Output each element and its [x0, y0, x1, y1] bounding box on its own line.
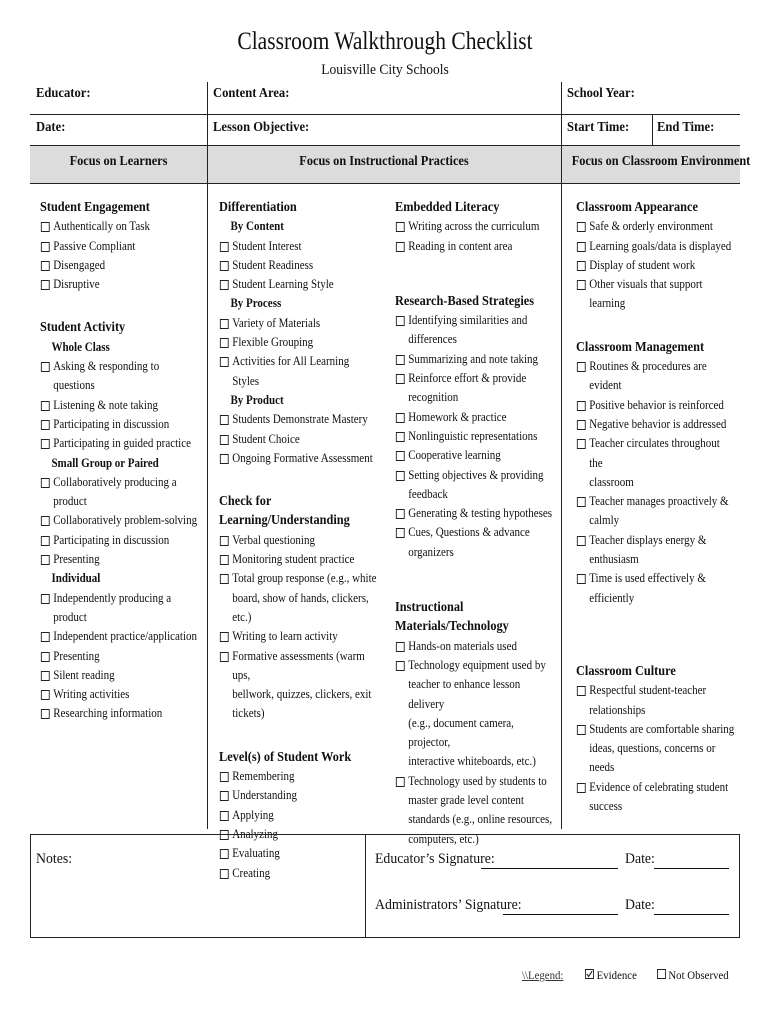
checkbox-item[interactable]: Writing activities	[40, 685, 198, 704]
item-continuation: recognition	[408, 390, 459, 405]
item-continuation: board, show of hands, clickers, etc.)	[232, 590, 369, 624]
checkbox-item[interactable]: Display of student work	[576, 256, 734, 275]
section-title: Classroom Culture	[576, 663, 676, 679]
checkbox-item[interactable]: Teacher circulates throughout the	[576, 434, 734, 473]
focus-environment-header: Focus on Classroom Environment	[571, 154, 751, 169]
item-continuation: calmly	[589, 513, 620, 528]
item-continuation: relationships	[589, 702, 646, 717]
checkbox-item[interactable]: Applying	[219, 806, 377, 825]
checkbox-item[interactable]: Student Interest	[219, 237, 377, 256]
divider	[365, 834, 366, 938]
checkbox-item[interactable]: Setting objectives & providing	[395, 466, 553, 485]
item-continuation: ideas, questions, concerns or needs	[589, 741, 716, 775]
checkbox-item[interactable]: Independent practice/application	[40, 627, 198, 646]
checkbox-item[interactable]: Monitoring student practice	[219, 550, 377, 569]
checkbox-item[interactable]: Listening & note taking	[40, 396, 198, 415]
item-continuation: tickets)	[232, 706, 265, 721]
item-continuation: feedback	[408, 486, 448, 501]
item-continuation: interactive whiteboards, etc.)	[408, 754, 536, 769]
checkbox-item[interactable]: Time is used effectively &	[576, 569, 734, 588]
checkbox-item[interactable]: Safe & orderly environment	[576, 217, 734, 236]
checkbox-item[interactable]: Cooperative learning	[395, 446, 553, 465]
item-continuation: success	[589, 799, 623, 814]
section-title: Level(s) of Student Work	[219, 749, 352, 765]
item-continuation: enthusiasm	[589, 552, 639, 567]
checkbox-item[interactable]: Participating in discussion	[40, 531, 198, 550]
environment-column	[576, 198, 756, 816]
section-title: Classroom Management	[576, 339, 705, 355]
checkbox-item[interactable]: Teacher manages proactively &	[576, 492, 734, 511]
checkbox-item[interactable]: Technology equipment used by	[395, 656, 553, 675]
checkbox-item[interactable]: Positive behavior is reinforced	[576, 396, 734, 415]
checkbox-item[interactable]: Ongoing Formative Assessment	[219, 449, 377, 468]
section-title: Materials/Technology	[395, 619, 509, 635]
checkbox-item[interactable]: Other visuals that support learning	[576, 275, 734, 314]
checkbox-item[interactable]: Presenting	[40, 550, 198, 569]
subsection-title: Individual	[51, 571, 101, 586]
content-area-field[interactable]: Content Area:	[213, 86, 290, 101]
section-title: Research-Based Strategies	[395, 293, 535, 309]
checkbox-item[interactable]: Disengaged	[40, 256, 198, 275]
checkbox-item[interactable]: Generating & testing hypotheses	[395, 504, 553, 523]
section-title: Instructional	[395, 600, 464, 616]
checkbox-item[interactable]: Analyzing	[219, 825, 377, 844]
checkbox-item[interactable]: Negative behavior is addressed	[576, 415, 734, 434]
page-title: Classroom Walkthrough Checklist	[237, 28, 533, 55]
divider	[652, 115, 653, 145]
section-title: Student Activity	[40, 320, 126, 336]
checkbox-item[interactable]: Disruptive	[40, 275, 198, 294]
learners-column	[40, 198, 220, 724]
subsection-title: By Content	[230, 219, 284, 234]
school-year-field[interactable]: School Year:	[567, 86, 635, 101]
item-continuation: master grade level content	[408, 793, 524, 808]
checkbox-item[interactable]: Collaboratively problem-solving	[40, 511, 198, 530]
item-continuation: standards (e.g., online resources,	[408, 812, 553, 827]
checkbox-item[interactable]: Learning goals/data is displayed	[576, 237, 734, 256]
date-field[interactable]: Date:	[36, 120, 66, 135]
checkbox-item[interactable]: Writing to learn activity	[219, 627, 377, 646]
legend	[522, 968, 729, 983]
admin-date-label: Date:	[625, 897, 655, 913]
section-title: Differentiation	[219, 200, 297, 215]
admin-signature-label: Administrators’ Signature:	[375, 897, 522, 913]
checkbox-item[interactable]: Participating in guided practice	[40, 434, 198, 453]
checkbox-item[interactable]: Student Learning Style	[219, 275, 377, 294]
item-continuation: (e.g., document camera, projector,	[408, 715, 514, 750]
educator-field[interactable]: Educator:	[36, 86, 91, 101]
checkbox-item[interactable]: Student Choice	[219, 430, 377, 449]
instructional-column-right	[395, 198, 575, 849]
checkbox-item[interactable]: Remembering	[219, 767, 377, 786]
admin-date-line[interactable]	[654, 914, 729, 915]
lesson-objective-field[interactable]: Lesson Objective:	[213, 120, 310, 135]
section-title: Student Engagement	[40, 200, 150, 215]
checkbox-item[interactable]: Students Demonstrate Mastery	[219, 410, 377, 429]
checkbox-item[interactable]: Student Readiness	[219, 256, 377, 275]
checkbox-item[interactable]: Creating	[219, 864, 377, 883]
divider	[30, 114, 740, 115]
checkbox-item[interactable]: Teacher displays energy &	[576, 531, 734, 550]
checkbox-item[interactable]: Nonlinguistic representations	[395, 427, 553, 446]
item-continuation: differences	[408, 332, 457, 347]
checkbox-item[interactable]: Identifying similarities and	[395, 311, 553, 330]
checkbox-item[interactable]: Evaluating	[219, 844, 377, 863]
divider	[207, 145, 208, 183]
focus-learners-header: Focus on Learners	[69, 154, 168, 169]
checkbox-item[interactable]: Silent reading	[40, 666, 198, 685]
checkbox-item[interactable]: Writing across the curriculum	[395, 217, 553, 236]
educator-signature-label: Educator’s Signature:	[375, 851, 495, 867]
start-time-field[interactable]: Start Time:	[567, 120, 630, 135]
checkbox-item[interactable]: Hands-on materials used	[395, 637, 553, 656]
checkbox-item[interactable]: Flexible Grouping	[219, 333, 377, 352]
end-time-field[interactable]: End Time:	[657, 120, 715, 135]
item-continuation: bellwork, quizzes, clickers, exit	[232, 687, 372, 702]
checkbox-item[interactable]: Respectful student-teacher	[576, 681, 734, 700]
subsection-title: By Process	[230, 296, 282, 311]
subsection-title: By Product	[230, 392, 284, 407]
section-title: Classroom Appearance	[576, 200, 698, 215]
checkbox-item[interactable]: Summarizing and note taking	[395, 350, 553, 369]
checkbox-item[interactable]: Technology used by students to	[395, 772, 553, 791]
checkbox-item[interactable]: Evidence of celebrating student	[576, 778, 734, 797]
checkbox-item[interactable]: Homework & practice	[395, 408, 553, 427]
section-title: Embedded Literacy	[395, 200, 500, 215]
checkbox-item[interactable]: Researching information	[40, 704, 198, 723]
subsection-title: Small Group or Paired	[51, 455, 159, 470]
admin-signature-line[interactable]	[503, 914, 618, 915]
item-continuation: organizers	[408, 544, 454, 559]
item-continuation: efficiently	[589, 590, 635, 605]
checkbox-item[interactable]: Activities for All Learning Styles	[219, 352, 377, 391]
focus-instructional-header: Focus on Instructional Practices	[299, 154, 469, 169]
section-title: Check for Learning/Understanding	[219, 494, 350, 529]
checkbox-item[interactable]: Asking & responding to questions	[40, 357, 198, 396]
checkbox-item[interactable]: Understanding	[219, 786, 377, 805]
checkbox-item[interactable]: Passive Compliant	[40, 237, 198, 256]
subsection-title: Whole Class	[51, 339, 110, 354]
legend-label: \\Legend:	[522, 968, 564, 982]
notes-field[interactable]: Notes:	[36, 851, 73, 867]
checkbox-item[interactable]: Variety of Materials	[219, 314, 377, 333]
checkbox-item[interactable]: Participating in discussion	[40, 415, 198, 434]
checkbox-item[interactable]: Verbal questioning	[219, 531, 377, 550]
checkbox-item[interactable]: Students are comfortable sharing	[576, 720, 734, 739]
checkbox-item[interactable]: Reinforce effort & provide	[395, 369, 553, 388]
legend-not-observed: Not Observed	[668, 968, 729, 982]
item-continuation: classroom	[589, 474, 634, 489]
checkbox-item[interactable]: Authentically on Task	[40, 217, 198, 236]
checkbox-item[interactable]: Reading in content area	[395, 237, 553, 256]
checkbox-item[interactable]: Collaboratively producing a product	[40, 473, 198, 512]
instructional-column-left	[219, 198, 399, 883]
checkbox-item[interactable]: Cues, Questions & advance	[395, 523, 553, 542]
educator-signature-line[interactable]	[481, 868, 618, 869]
empty-box-icon	[657, 969, 666, 979]
legend-evidence: Evidence	[596, 968, 637, 982]
item-continuation: computers, etc.)	[408, 831, 479, 846]
checkbox-item[interactable]: Total group response (e.g., white	[219, 569, 377, 588]
divider	[561, 145, 562, 183]
checkbox-item[interactable]: Independently producing a product	[40, 589, 198, 628]
educator-date-line[interactable]	[654, 868, 729, 869]
item-continuation: teacher to enhance lesson delivery	[408, 677, 521, 711]
educator-date-label: Date:	[625, 851, 655, 867]
checkbox-item[interactable]: Presenting	[40, 647, 198, 666]
notes-signature-box	[30, 834, 740, 938]
checkbox-item[interactable]: Routines & procedures are evident	[576, 357, 734, 396]
checkbox-item[interactable]: Formative assessments (warm ups,	[219, 647, 377, 686]
page-subtitle: Louisville City Schools	[321, 62, 449, 78]
checked-box-icon	[585, 969, 594, 979]
